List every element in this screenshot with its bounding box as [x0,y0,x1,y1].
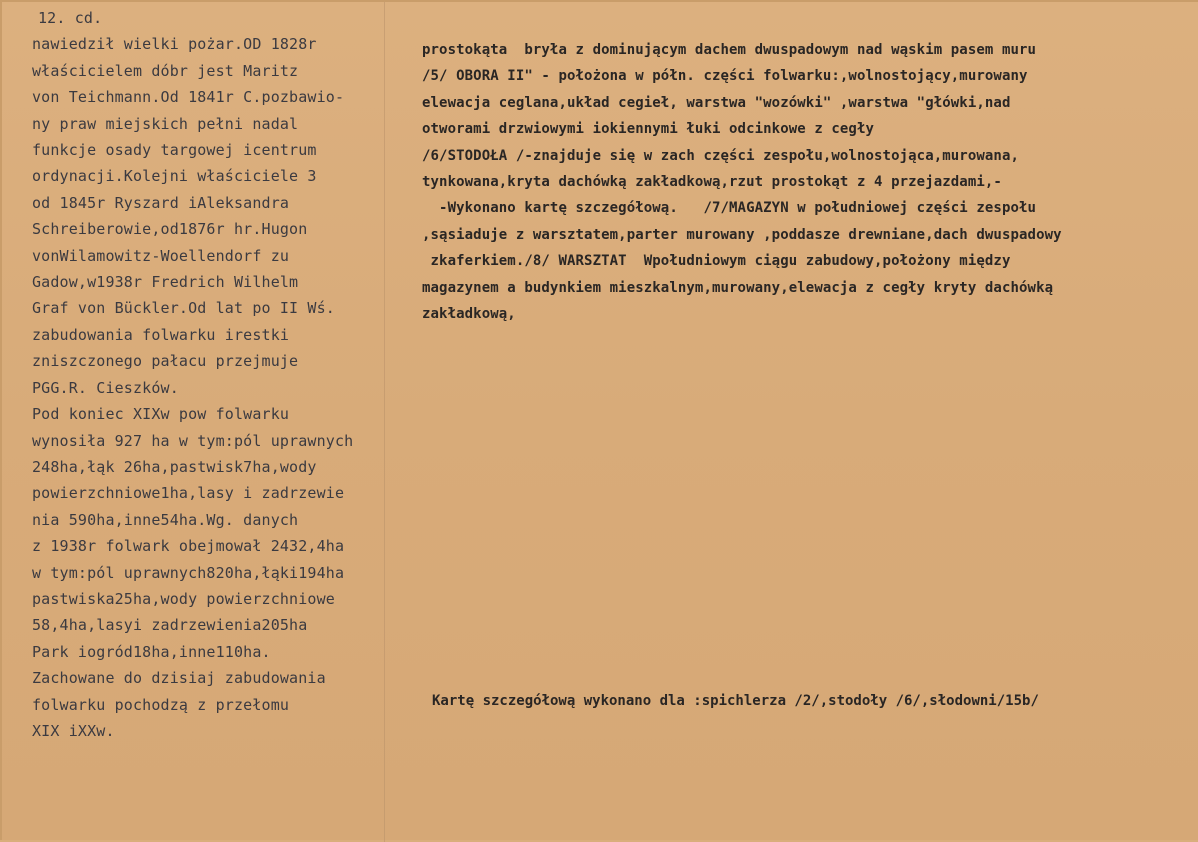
text-line: zniszczonego pałacu przejmuje [32,352,299,371]
text-line: tynkowana,kryta dachówką zakładkową,rzut prostokąt z 4 przejazdami,- [422,174,1002,191]
text-line: Park iogród18ha,inne110ha. [32,642,271,661]
text-line: vonWilamowitz-Woellendorf zu [32,246,290,265]
text-line: otworami drzwiowymi iokiennymi łuki odcinkowe z cegły [422,121,875,138]
page-number: 12. cd. [38,9,103,27]
text-line: powierzchniowe1ha,lasy i zadrzewie [32,484,345,503]
text-line: ordynacji.Kolejni właściciele 3 [32,167,317,186]
text-line: Graf von Bückler.Od lat po II Wś. [32,299,335,318]
text-line: 248ha,łąk 26ha,pastwisk7ha,wody [32,457,317,476]
text-line: Gadow,w1938r Fredrich Wilhelm [32,273,299,292]
text-line: z 1938r folwark obejmował 2432,4ha [32,537,345,556]
text-line: od 1845r Ryszard iAleksandra [32,193,290,212]
text-line: zkaferkiem./8/ WARSZTAT Wpołudniowym ciągu zabudowy,położony między [422,253,1011,270]
right-column [422,37,1198,327]
text-line: pastwiska25ha,wody powierzchniowe [32,589,335,608]
text-line: wynosiła 927 ha w tym:pól uprawnych [32,431,354,450]
text-line: ,sąsiaduje z warsztatem,parter murowany ,poddasze drewniane,dach dwuspadowy [422,226,1062,243]
text-line: w tym:pól uprawnych820ha,łąki194ha [32,563,345,582]
text-line: XIX iXXw. [32,721,115,740]
text-line: /5/ OBORA II" - położona w półn. części folwarku:,wolnostojący,murowany [422,68,1028,85]
text-line: von Teichmann.Od 1841r C.pozbawio- [32,88,345,107]
text-line: 58,4ha,lasyi zadrzewienia205ha [32,616,308,635]
left-column [32,5,382,744]
text-line: Zachowane do dzisiaj zabudowania [32,669,326,688]
text-line: zakładkową, [422,306,516,323]
text-line: /6/STODOŁA /-znajduje się w zach części zespołu,wolnostojąca,murowana, [422,147,1020,164]
text-line: Schreiberowie,od1876r hr.Hugon [32,220,308,239]
text-line: funkcje osady targowej icentrum [32,141,317,160]
footer-note: Kartę szczegółową wykonano dla :spichlerza /2/,stodoły /6/,słodowni/15b/ [432,693,1039,709]
text-line: nia 590ha,inne54ha.Wg. danych [32,510,299,529]
text-line: folwarku pochodzą z przełomu [32,695,290,714]
text-line: zabudowania folwarku irestki [32,325,290,344]
text-line: PGG.R. Cieszków. [32,378,179,397]
text-line: elewacja ceglana,układ cegieł, warstwa "wozówki" ,warstwa "główki,nad [422,94,1011,111]
text-line: właścicielem dóbr jest Maritz [32,61,299,80]
text-line: nawiedził wielki pożar.OD 1828r [32,35,317,54]
column-divider [384,2,385,842]
text-line: magazynem a budynkiem mieszkalnym,murowany,elewacja z cegły kryty dachówką [422,279,1054,296]
text-line: Pod koniec XIXw pow folwarku [32,405,290,424]
text-line: ny praw miejskich pełni nadal [32,114,299,133]
text-line: prostokąta bryła z dominującym dachem dwuspadowym nad wąskim pasem muru [422,42,1037,58]
text-line: -Wykonano kartę szczegółową. /7/MAGAZYN w południowej części zespołu [422,200,1037,217]
